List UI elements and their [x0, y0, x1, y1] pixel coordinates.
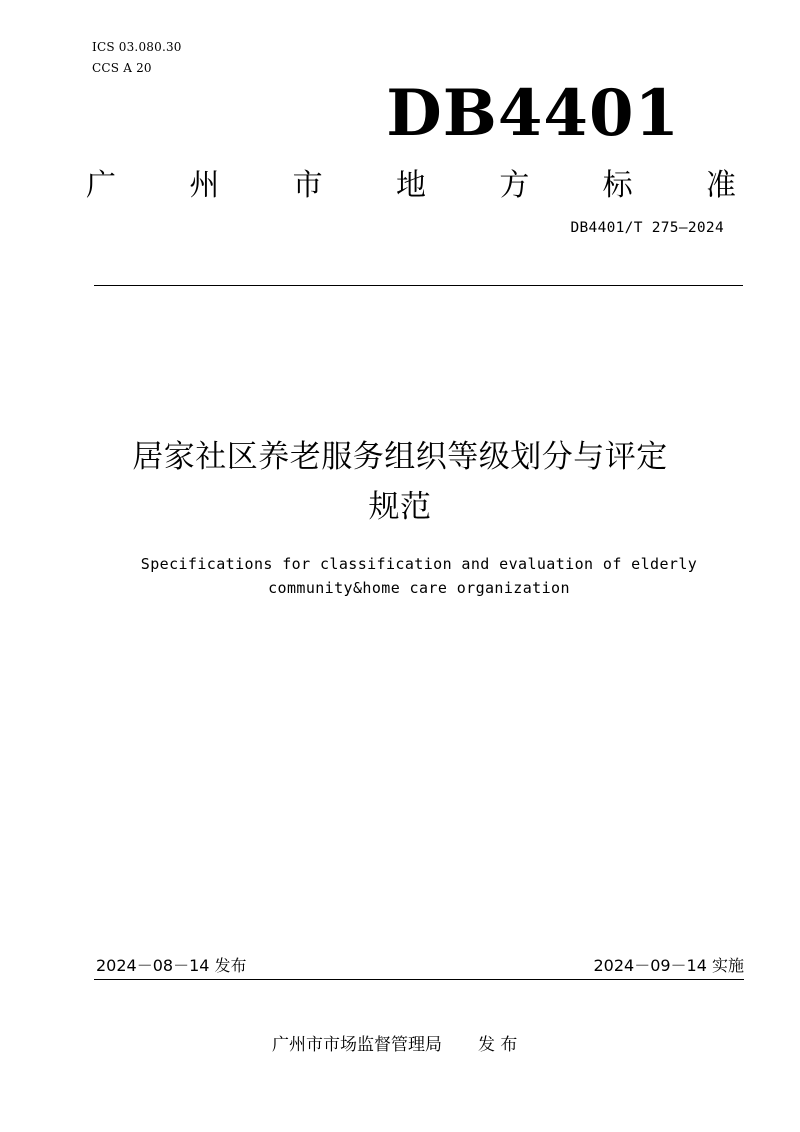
standard-type-char: 广	[86, 168, 116, 203]
document-title-cn	[0, 432, 800, 532]
publish-date: 2024－08－14 发布	[96, 956, 247, 975]
title-cn-line: 居家社区养老服务组织等级划分与评定	[132, 439, 668, 475]
standard-type-char: 准	[705, 168, 736, 203]
document-title-en	[0, 552, 800, 600]
standard-logo: DB4401	[386, 76, 680, 151]
implement-date: 2024－09－14 实施	[593, 956, 744, 975]
standard-type	[86, 166, 736, 206]
standard-type-char: 标	[602, 168, 633, 203]
standard-type-char: 市	[292, 168, 323, 203]
ics-code: ICS 03.080.30	[92, 40, 182, 54]
standard-type-char: 方	[499, 168, 530, 203]
ccs-code: CCS A 20	[92, 61, 152, 75]
standard-type-char: 地	[395, 168, 426, 203]
issuer-action: 发 布	[478, 1035, 518, 1055]
header-divider	[94, 285, 743, 286]
title-cn-line: 规范	[368, 489, 432, 525]
title-en-line: community&home care organization	[268, 579, 570, 597]
footer-divider	[94, 979, 744, 980]
issuer	[272, 1033, 517, 1057]
standard-number: DB4401/T 275—2024	[570, 220, 724, 236]
issuer-name: 广州市市场监督管理局	[272, 1035, 442, 1055]
title-en-line: Specifications for classification and evaluation of elderly	[140, 555, 698, 573]
standard-type-char: 州	[189, 168, 220, 203]
